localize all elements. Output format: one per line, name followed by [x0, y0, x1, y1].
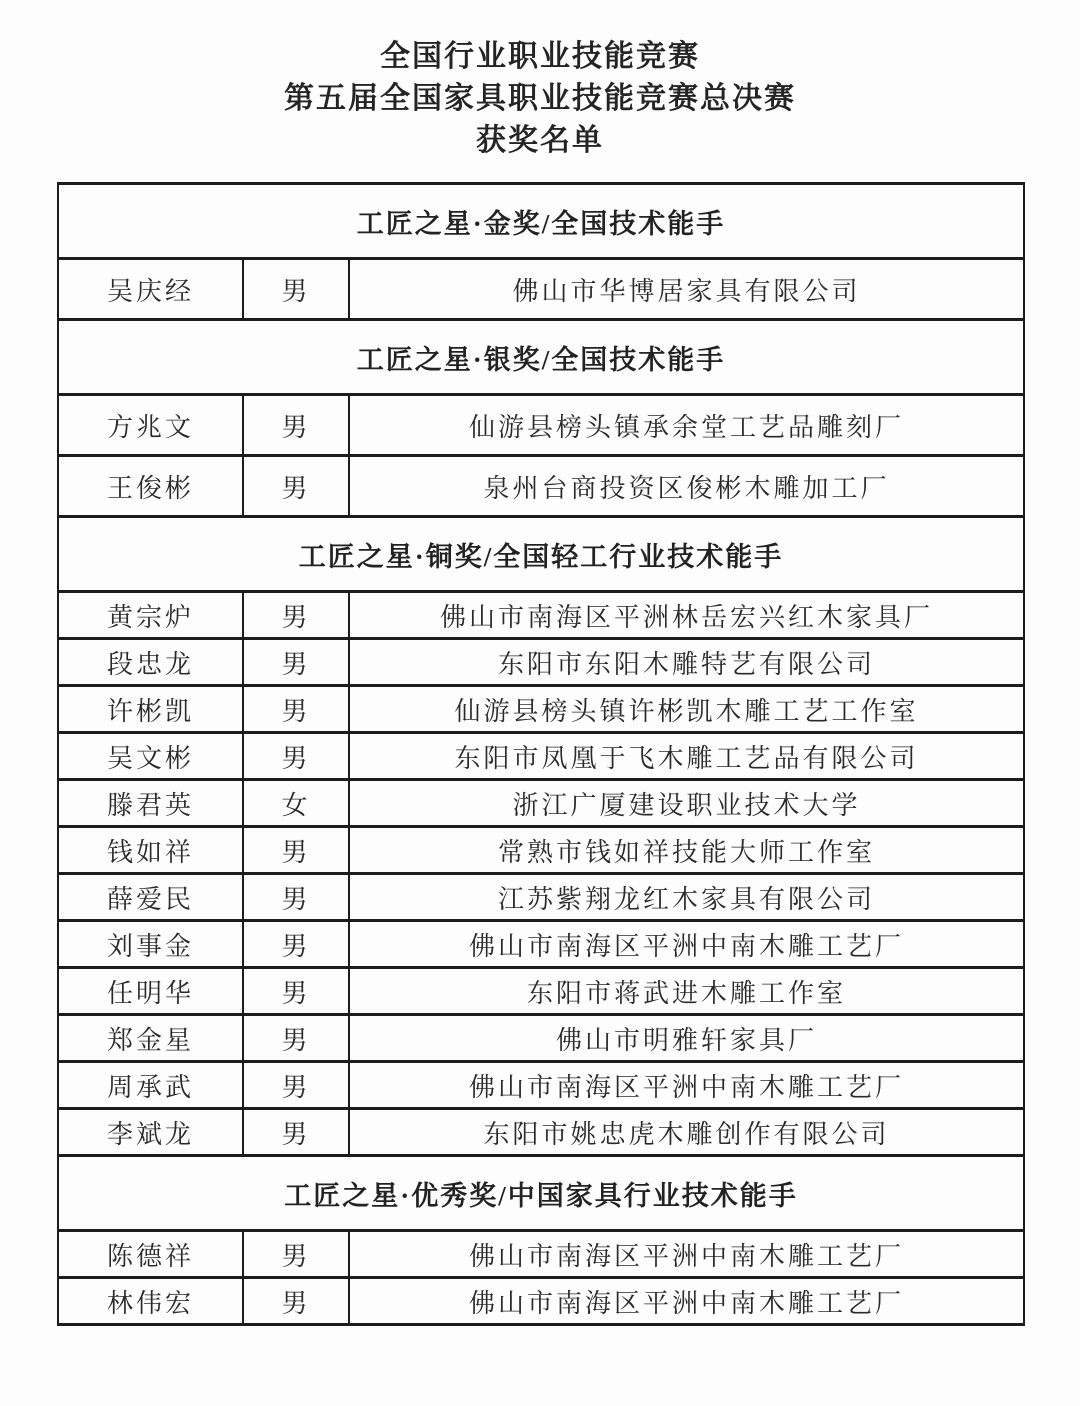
table-row — [58, 456, 1024, 517]
table-row — [58, 921, 1024, 968]
organization-cell: 常熟市钱如祥技能大师工作室 — [349, 827, 1024, 874]
organization-cell: 仙游县榜头镇承余堂工艺品雕刻厂 — [349, 395, 1024, 456]
table-row — [58, 639, 1024, 686]
organization-cell: 佛山市南海区平洲中南木雕工艺厂 — [349, 1062, 1024, 1109]
table-row — [58, 1278, 1024, 1325]
organization-cell: 泉州台商投资区俊彬木雕加工厂 — [349, 456, 1024, 517]
winner-name-cell: 周承武 — [58, 1062, 243, 1109]
section-header-label: 工匠之星·铜奖/全国轻工行业技术能手 — [58, 517, 1024, 592]
table-row — [58, 780, 1024, 827]
winner-name-cell: 黄宗炉 — [58, 592, 243, 639]
winner-name-cell: 薛爱民 — [58, 874, 243, 921]
section-header-label: 工匠之星·优秀奖/中国家具行业技术能手 — [58, 1156, 1024, 1231]
organization-cell: 东阳市东阳木雕特艺有限公司 — [349, 639, 1024, 686]
organization-cell: 佛山市南海区平洲中南木雕工艺厂 — [349, 921, 1024, 968]
gender-cell: 男 — [243, 733, 349, 780]
table-row — [58, 968, 1024, 1015]
gender-cell: 男 — [243, 1109, 349, 1156]
table-row — [58, 1062, 1024, 1109]
organization-cell: 仙游县榜头镇许彬凯木雕工艺工作室 — [349, 686, 1024, 733]
winner-name-cell: 任明华 — [58, 968, 243, 1015]
awards-table-body — [58, 184, 1024, 1325]
organization-cell: 佛山市南海区平洲中南木雕工艺厂 — [349, 1231, 1024, 1278]
organization-cell: 佛山市南海区平洲林岳宏兴红木家具厂 — [349, 592, 1024, 639]
organization-cell: 佛山市南海区平洲中南木雕工艺厂 — [349, 1278, 1024, 1325]
winner-name-cell: 滕君英 — [58, 780, 243, 827]
gender-cell: 男 — [243, 456, 349, 517]
section-header-row — [58, 320, 1024, 395]
winner-name-cell: 吴文彬 — [58, 733, 243, 780]
table-row — [58, 686, 1024, 733]
winner-name-cell: 李斌龙 — [58, 1109, 243, 1156]
awards-table — [57, 182, 1025, 1326]
gender-cell: 男 — [243, 827, 349, 874]
gender-cell: 男 — [243, 639, 349, 686]
table-row — [58, 1231, 1024, 1278]
winner-name-cell: 段忠龙 — [58, 639, 243, 686]
table-row — [58, 827, 1024, 874]
table-row — [58, 733, 1024, 780]
winner-name-cell: 陈德祥 — [58, 1231, 243, 1278]
section-header-label: 工匠之星·金奖/全国技术能手 — [58, 184, 1024, 259]
organization-cell: 东阳市凤凰于飞木雕工艺品有限公司 — [349, 733, 1024, 780]
title-line-1: 全国行业职业技能竞赛 — [380, 40, 700, 73]
gender-cell: 男 — [243, 1278, 349, 1325]
table-row — [58, 395, 1024, 456]
winner-name-cell: 王俊彬 — [58, 456, 243, 517]
organization-cell: 佛山市明雅轩家具厂 — [349, 1015, 1024, 1062]
table-row — [58, 592, 1024, 639]
winner-name-cell: 钱如祥 — [58, 827, 243, 874]
section-header-row — [58, 517, 1024, 592]
organization-cell: 浙江广厦建设职业技术大学 — [349, 780, 1024, 827]
winner-name-cell: 方兆文 — [58, 395, 243, 456]
title-line-3: 获奖名单 — [476, 124, 604, 157]
gender-cell: 男 — [243, 1062, 349, 1109]
gender-cell: 男 — [243, 259, 349, 320]
gender-cell: 男 — [243, 1231, 349, 1278]
table-row — [58, 1015, 1024, 1062]
organization-cell: 江苏紫翔龙红木家具有限公司 — [349, 874, 1024, 921]
gender-cell: 男 — [243, 592, 349, 639]
section-header-row — [58, 1156, 1024, 1231]
document-title-block — [0, 0, 1080, 162]
gender-cell: 女 — [243, 780, 349, 827]
winner-name-cell: 林伟宏 — [58, 1278, 243, 1325]
table-row — [58, 1109, 1024, 1156]
winner-name-cell: 刘事金 — [58, 921, 243, 968]
section-header-row — [58, 184, 1024, 259]
title-line-2: 第五届全国家具职业技能竞赛总决赛 — [284, 82, 796, 115]
gender-cell: 男 — [243, 921, 349, 968]
gender-cell: 男 — [243, 874, 349, 921]
gender-cell: 男 — [243, 968, 349, 1015]
organization-cell: 东阳市姚忠虎木雕创作有限公司 — [349, 1109, 1024, 1156]
table-row — [58, 259, 1024, 320]
gender-cell: 男 — [243, 686, 349, 733]
organization-cell: 东阳市蒋武进木雕工作室 — [349, 968, 1024, 1015]
winner-name-cell: 吴庆经 — [58, 259, 243, 320]
gender-cell: 男 — [243, 395, 349, 456]
section-header-label: 工匠之星·银奖/全国技术能手 — [58, 320, 1024, 395]
table-row — [58, 874, 1024, 921]
winner-name-cell: 许彬凯 — [58, 686, 243, 733]
gender-cell: 男 — [243, 1015, 349, 1062]
organization-cell: 佛山市华博居家具有限公司 — [349, 259, 1024, 320]
winner-name-cell: 郑金星 — [58, 1015, 243, 1062]
